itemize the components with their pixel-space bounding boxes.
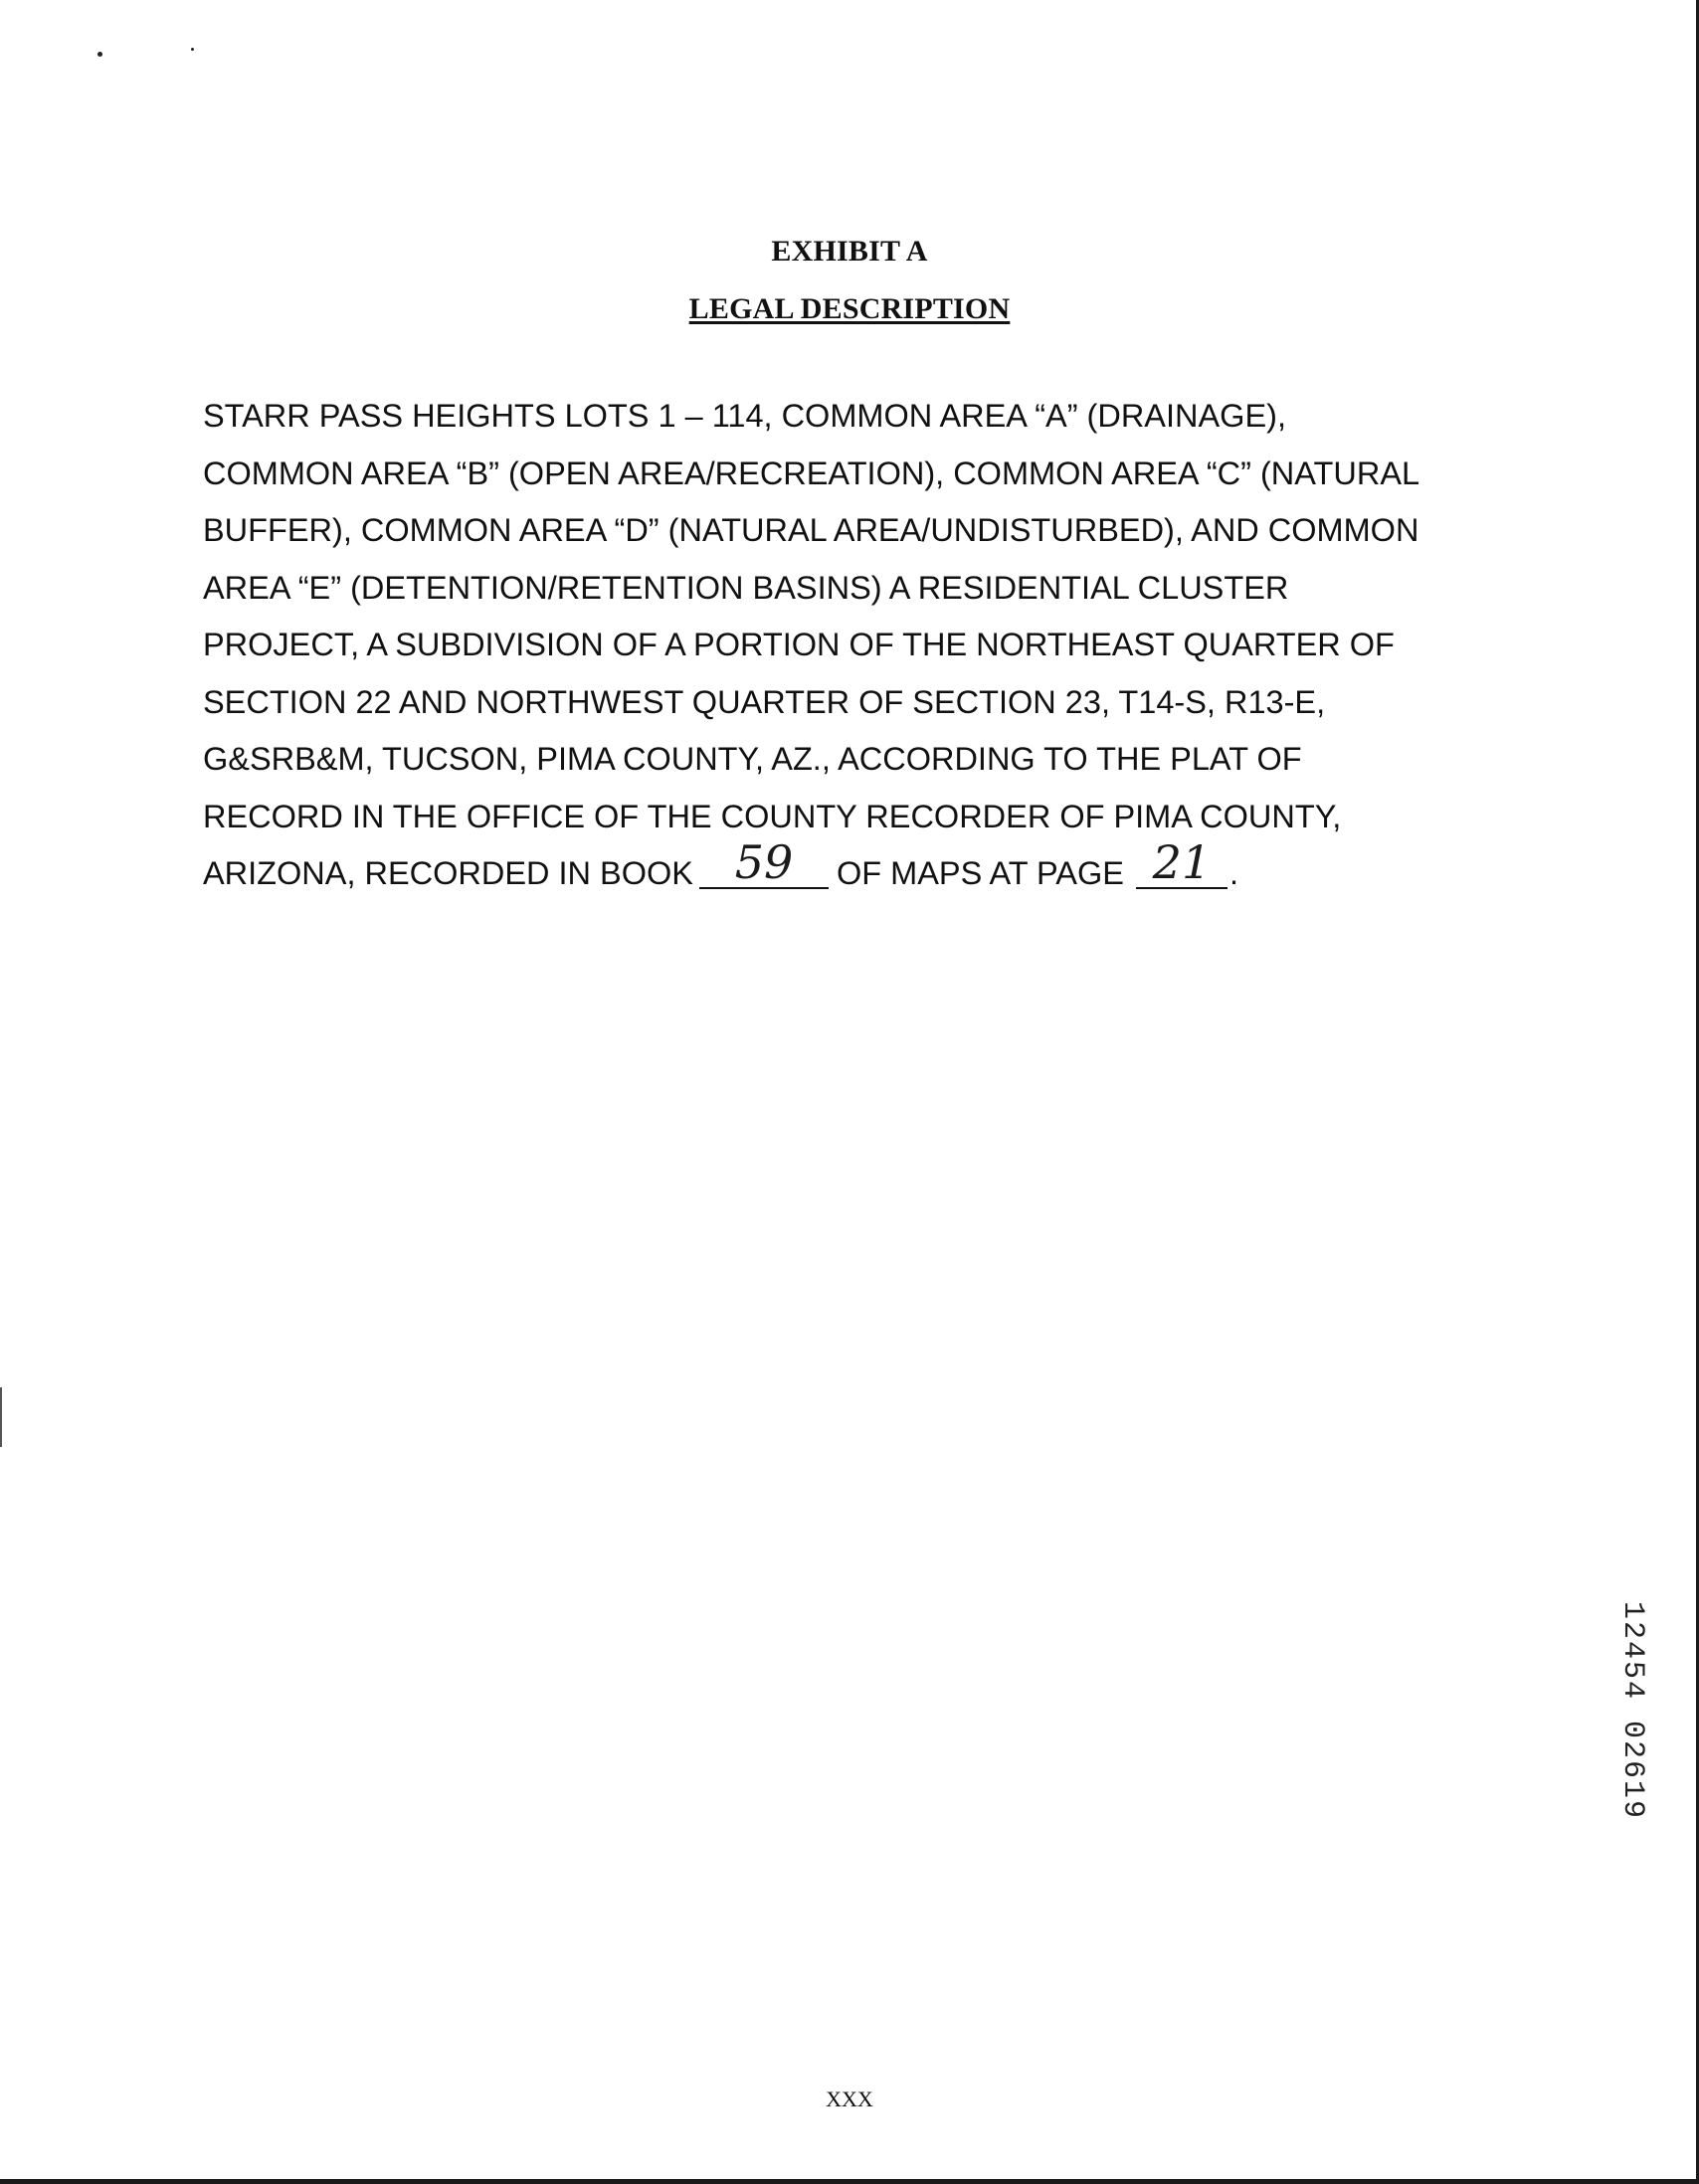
body-line-recording <box>203 835 1496 903</box>
page-footer: XXX <box>826 2087 873 2111</box>
exhibit-title: EXHIBIT A <box>771 235 928 268</box>
legal-description-heading: LEGAL DESCRIPTION <box>688 292 1011 325</box>
body-line: BUFFER), COMMON AREA “D” (NATURAL AREA/UNDISTURBED), AND COMMON <box>203 512 1419 548</box>
scan-edge-bottom <box>0 2179 1699 2184</box>
body-line: SECTION 22 AND NORTHWEST QUARTER OF SECTION 23, T14-S, R13-E, <box>203 683 1326 720</box>
legal-description-body <box>203 388 1496 903</box>
recorder-stamp-number: 12454 02619 <box>1615 1601 1649 1821</box>
recording-middle: OF MAPS AT PAGE <box>836 855 1124 891</box>
recording-suffix: . <box>1228 855 1238 891</box>
body-line: AREA “E” (DETENTION/RETENTION BASINS) A RESIDENTIAL CLUSTER <box>203 569 1289 606</box>
scan-speck <box>191 48 194 51</box>
body-line: STARR PASS HEIGHTS LOTS 1 – 114, COMMON AREA “A” (DRAINAGE), <box>203 398 1286 434</box>
body-line: PROJECT, A SUBDIVISION OF A PORTION OF THE NORTHEAST QUARTER OF <box>203 627 1395 662</box>
page-number-handwritten: 21 <box>1152 835 1212 889</box>
scan-edge-mark <box>0 1387 2 1447</box>
page-number-blank <box>1136 835 1227 889</box>
book-number-blank <box>699 835 829 889</box>
body-line: RECORD IN THE OFFICE OF THE COUNTY RECORDER OF PIMA COUNTY, <box>203 798 1342 834</box>
recording-prefix: ARIZONA, RECORDED IN BOOK <box>203 855 693 891</box>
body-line: COMMON AREA “B” (OPEN AREA/RECREATION), COMMON AREA “C” (NATURAL <box>203 455 1420 491</box>
body-line: G&SRB&M, TUCSON, PIMA COUNTY, AZ., ACCORDING TO THE PLAT OF <box>203 741 1302 777</box>
scan-speck <box>97 52 102 57</box>
book-number-handwritten: 59 <box>734 835 794 889</box>
